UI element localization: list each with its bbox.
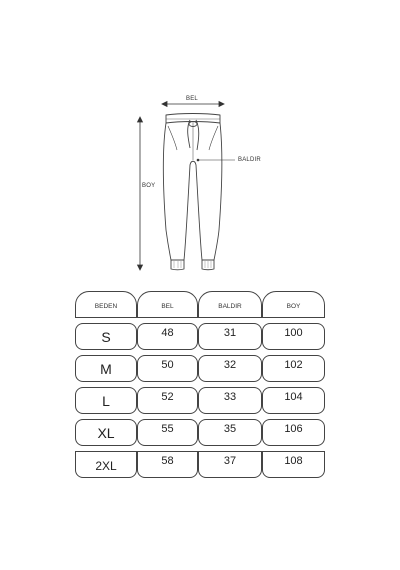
- length-value: 106: [284, 423, 303, 435]
- waist-value: 52: [161, 391, 174, 403]
- length-value: 104: [284, 391, 303, 403]
- calf-cell: [198, 451, 262, 478]
- table-row: [75, 355, 325, 382]
- header-cell: [198, 291, 262, 318]
- header-calf: BALDIR: [218, 303, 242, 310]
- calf-cell: [198, 387, 262, 414]
- header-cell: [262, 291, 325, 318]
- waist-cell: [137, 323, 198, 350]
- pants-illustration: [0, 0, 400, 280]
- size-chart-table: [75, 291, 325, 483]
- length-cell: [262, 323, 325, 350]
- size-value: S: [101, 329, 111, 345]
- size-cell: [75, 387, 137, 414]
- length-arrow: [138, 117, 143, 270]
- calf-value: 31: [223, 327, 237, 339]
- header-cell: [137, 291, 198, 318]
- table-row: [75, 419, 325, 446]
- size-cell: [75, 451, 137, 478]
- calf-value: 35: [223, 423, 237, 435]
- calf-value: 37: [223, 455, 237, 467]
- header-cell: [75, 291, 137, 318]
- length-value: 108: [284, 455, 303, 467]
- waist-cell: [137, 419, 198, 446]
- calf-cell: [198, 355, 262, 382]
- header-waist: BEL: [161, 303, 174, 310]
- calf-value: 33: [223, 391, 237, 403]
- table-row: [75, 323, 325, 350]
- size-value: XL: [97, 425, 115, 441]
- waist-arrow: [162, 102, 224, 107]
- length-value: 100: [284, 327, 303, 339]
- table-row: [75, 387, 325, 414]
- pants-outline: [163, 114, 221, 270]
- length-cell: [262, 451, 325, 478]
- length-label: BOY: [142, 183, 156, 189]
- waist-cell: [137, 355, 198, 382]
- calf-value: 32: [223, 359, 237, 371]
- size-cell: [75, 355, 137, 382]
- size-value: 2XL: [95, 459, 117, 473]
- waist-value: 55: [161, 423, 174, 435]
- waist-value: 48: [161, 327, 174, 339]
- size-cell: [75, 323, 137, 350]
- calf-leader-line: [197, 159, 235, 161]
- waist-value: 58: [161, 455, 174, 467]
- length-cell: [262, 387, 325, 414]
- calf-cell: [198, 419, 262, 446]
- header-size: BEDEN: [94, 303, 118, 310]
- waist-value: 50: [161, 359, 174, 371]
- calf-cell: [198, 323, 262, 350]
- size-value: L: [102, 393, 110, 409]
- table-row: [75, 451, 325, 478]
- length-value: 102: [284, 359, 303, 371]
- calf-label: BALDIR: [238, 157, 261, 163]
- table-header-row: [75, 291, 325, 318]
- length-cell: [262, 419, 325, 446]
- pants-measurement-diagram: [0, 0, 400, 280]
- length-cell: [262, 355, 325, 382]
- waist-cell: [137, 451, 198, 478]
- waist-label: BEL: [186, 96, 198, 102]
- waist-cell: [137, 387, 198, 414]
- header-length: BOY: [286, 303, 301, 310]
- size-value: M: [100, 361, 112, 377]
- size-cell: [75, 419, 137, 446]
